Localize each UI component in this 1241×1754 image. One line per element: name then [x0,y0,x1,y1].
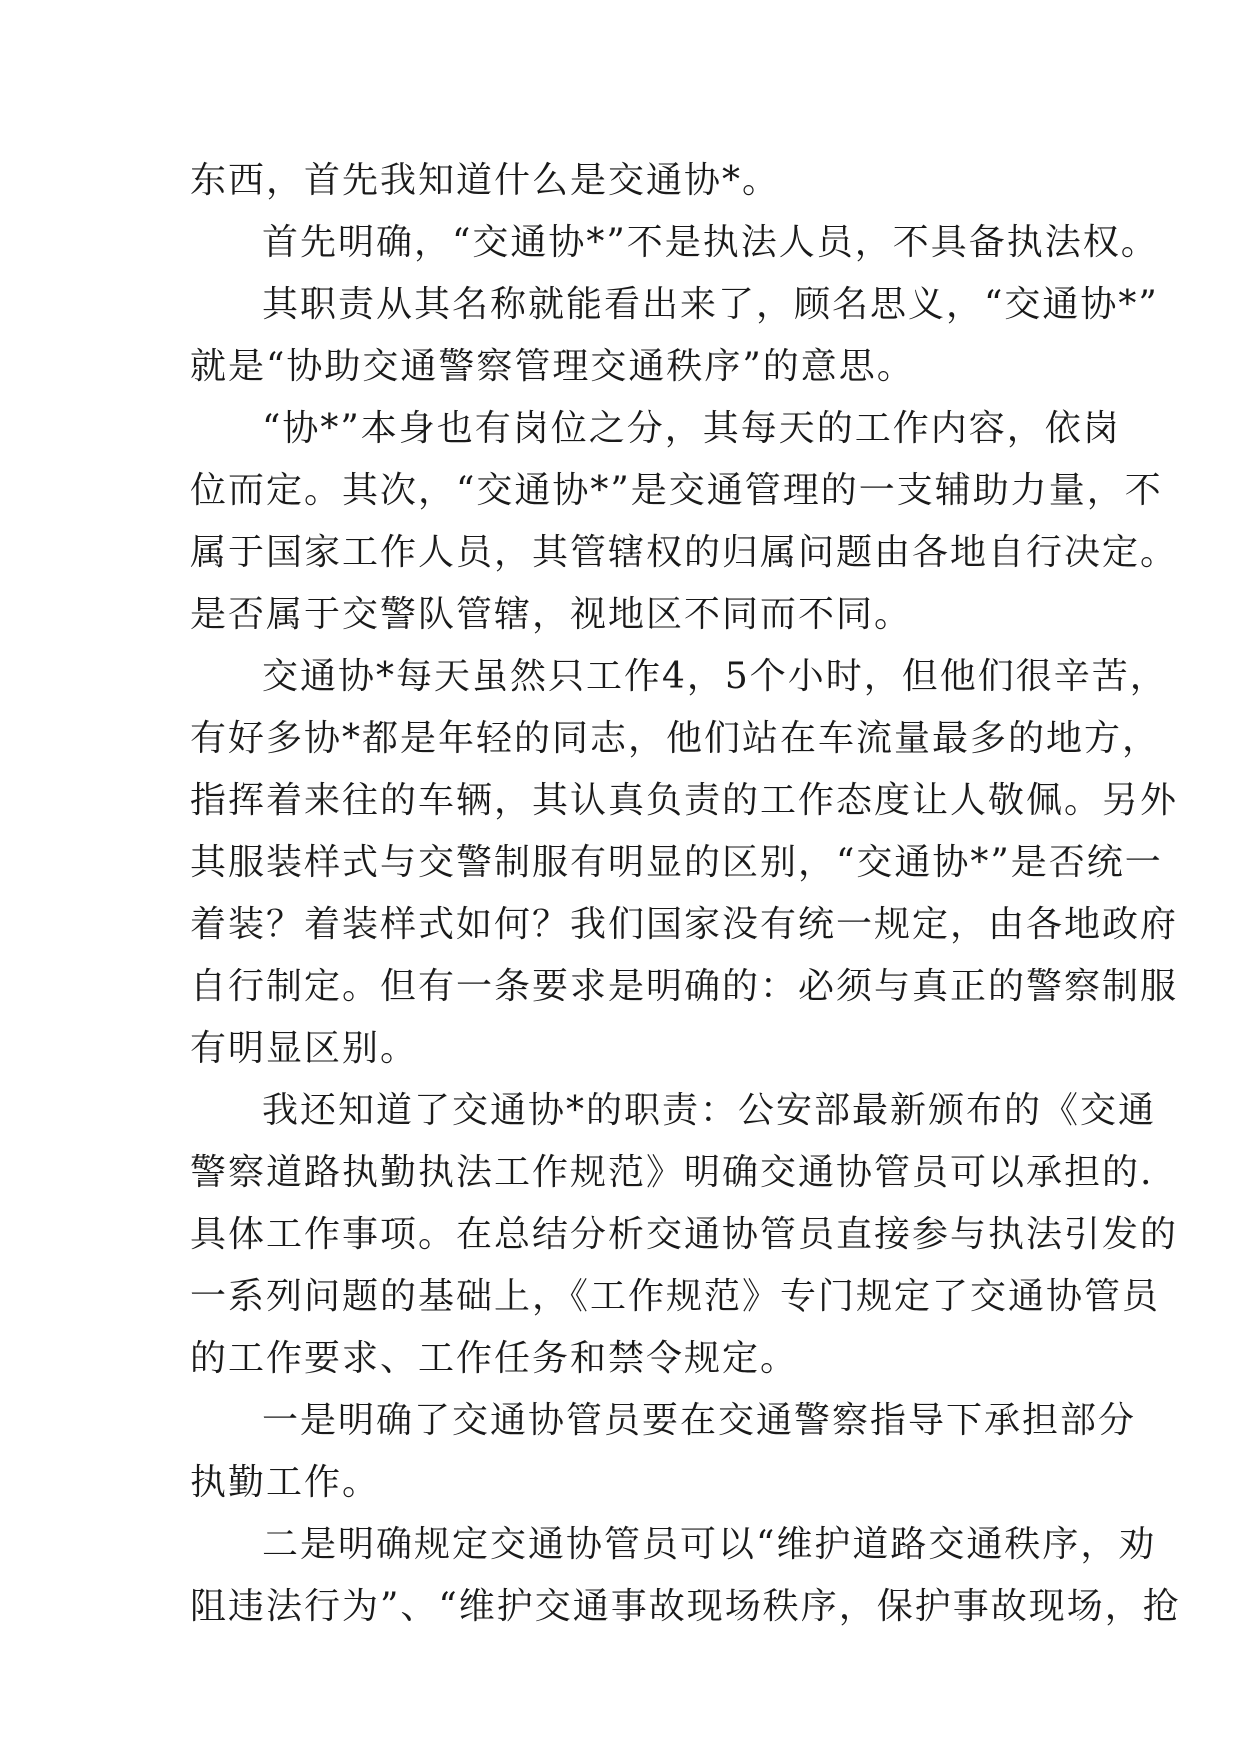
text-line: 指挥着来往的车辆，其认真负责的工作态度让人敬佩。另外 [190,780,1179,821]
text-line: 警察道路执勤执法工作规范》明确交通协管员可以承担的. [190,1152,1154,1193]
text-line: 执勤工作。 [190,1462,381,1503]
text-line: 交通协*每天虽然只工作4，5个小时，但他们很辛苦， [262,656,1168,697]
text-line: 二是明确规定交通协管员可以“维护道路交通秩序，劝 [262,1524,1157,1565]
text-line: 具体工作事项。在总结分析交通协管员直接参与执法引发的 [190,1214,1179,1255]
text-line: 着装？着装样式如何？我们国家没有统一规定，由各地政府 [190,904,1179,945]
text-line: 一系列问题的基础上，《工作规范》专门规定了交通协管员 [190,1276,1161,1317]
text-line: 是否属于交警队管辖，视地区不同而不同。 [190,594,913,635]
text-line: 东西，首先我知道什么是交通协*。 [190,160,781,201]
document-body [190,150,1181,1638]
text-line: 我还知道了交通协*的职责：公安部最新颁布的《交通 [262,1090,1157,1131]
text-line: 的工作要求、工作任务和禁令规定。 [190,1338,799,1379]
text-line: 其职责从其名称就能看出来了，顾名思义，“交通协*” [262,284,1159,325]
text-line: 阻违法行为”、“维护交通事故现场秩序，保护事故现场，抢 [190,1586,1181,1627]
text-line: 有明显区别。 [190,1028,419,1069]
text-line: 属于国家工作人员，其管辖权的归属问题由各地自行决定。 [190,532,1179,573]
text-line: 其服装样式与交警制服有明显的区别，“交通协*”是否统一 [190,842,1163,883]
text-line: “协*”本身也有岗位之分，其每天的工作内容，依岗 [262,408,1121,449]
text-line: 位而定。其次，“交通协*”是交通管理的一支辅助力量，不 [190,470,1163,511]
text-line: 有好多协*都是年轻的同志，他们站在车流量最多的地方， [190,718,1161,759]
text-line: 就是“协助交通警察管理交通秩序”的意思。 [190,346,915,387]
text-line: 首先明确，“交通协*”不是执法人员，不具备执法权。 [262,222,1159,263]
text-line: 一是明确了交通协管员要在交通警察指导下承担部分 [262,1400,1137,1441]
text-line: 自行制定。但有一条要求是明确的：必须与真正的警察制服 [190,966,1179,1007]
